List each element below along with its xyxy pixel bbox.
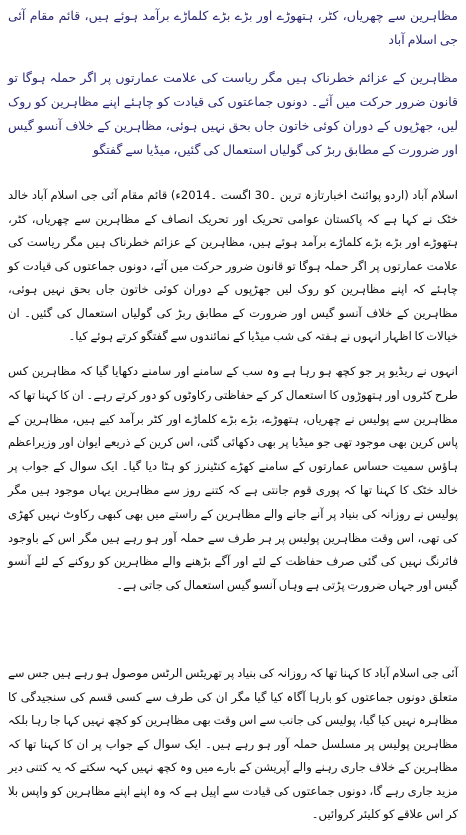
article-paragraph-1: اسلام آباد (اردو پوائنٹ اخبارتازہ ترین ۔30 اگست ۔2014ء) قائم مقام آئی جی اسلام آباد خالد خٹک نے کہا ہے کہ پاکستان عوامی تحریک اور تحریک انصاف کے مظاہرین سے چھریاں، کٹر، ہتھوڑے اور بڑے بڑے کلماڑے برآمد ہوئے ہیں، مظاہرین کے عزائم خطرناک ہیں مگر ریاست کی علامت عمارتوں پر اگر حملہ ہوگا تو قانون ضرور حرکت میں آئے، دونوں جماعتوں کی قیادت کو چاہئے کہ اپنے مظاہرین کو روک لیں جھڑپوں کے دوران کوئی خاتون جاں بحق نہیں ہوئی، مظاہرین کے خلاف آنسو گیس اور ضرورت کے مطابق ربڑ کی گولیاں استعمال کی گئیں۔ ان خیالات کا اظہار انہوں نے ہفتہ کی شب میڈیا کے نمائندوں سے گفتگو کرتے ہوئے کیا۔ xyxy=(8,188,458,343)
article-summary: مظاہرین کے عزائم خطرناک ہیں مگر ریاست کی علامت عمارتوں پر اگر حملہ ہوگا تو قانون ضرور حرکت میں آئے۔ دونوں جماعتوں کی قیادت کو چاہئے اپنے مظاہرین کو روک لیں، جھڑپوں کے دوران کوئی خاتون جاں بحق نہیں ہوئی، مظاہرین کے خلاف آنسو گیس اور ضرورت کے مطابق ربڑ کی گولیاں استعمال کی گئیں، میڈیا سے گفتگو xyxy=(8,70,458,157)
article-headline: مظاہرین سے چھریاں، کٹر، ہتھوڑے اور بڑے بڑے کلماڑے برآمد ہوئے ہیں، قائم مقام آئی جی اسلام آباد xyxy=(8,8,458,47)
article-paragraph-3: آئی جی اسلام آباد کا کہنا تھا کہ روزانہ کی بنیاد پر تھریٹس الرٹس موصول ہو رہے ہیں جس سے متعلق دونوں جماعتوں کو بارہا آگاہ کیا گیا مگر ان کی طرف سے کسی قسم کی سنجیدگی کا مظاہرہ نہیں کیا گیا، پولیس کی جانب سے اس وقت بھی مظاہرین کو کچھ نہیں کہا جا رہا بلکہ مظاہرین پولیس پر مسلسل حملہ آور ہو رہے ہیں۔ ایک سوال کے جواب پر ان کا کہنا تھا کہ مظاہرین کے خلاف جاری رہنے والے آپریشن کے بارے میں وہ کچھ نہیں کہہ سکتے کہ یہ کتنی دیر مزید جاری رہے گا، دونوں جماعتوں کی قیادت سے اپیل ہے کہ وہ اپنے اپنے مظاہرین کو واپس بلا کر اس علاقے کو کلیئر کروائیں۔ xyxy=(8,666,458,821)
article-paragraph-2: انہوں نے ریڈیو پر جو کچھ ہو رہا ہے وہ سب کے سامنے اور سامنے دکھایا گیا کہ مظاہرین کس طرح کٹروں اور ہتھوڑوں کا استعمال کر کے حفاظتی رکاوٹوں کو دور کرتے رہے۔ ان کا کہنا تھا کہ مظاہرین سے پولیس نے چھریاں، ہتھوڑے، بڑے بڑے کلماڑے اور کٹر برآمد کیے ہیں، مظاہرین کے پاس کرین بھی موجود تھی جو میڈیا پر بھی دکھائی گئی، اس کرین کے ذریعے ایوان اور وزیراعظم ہاؤس سمیت حساس عمارتوں کے سامنے کھڑے کنٹینرز کو ہٹا دیا گیا۔ ایک سوال کے جواب پر خالد خٹک کا کہنا تھا کہ پوری قوم جانتی ہے کہ کتنے روز سے مظاہرین یہاں موجود ہیں مگر پولیس نے روزانہ کی بنیاد پر آنے جانے والے مظاہرین کے راستے میں بھی کبھی رکاوٹ نہیں کھڑی کی تھی، اس وقت مظاہرین پولیس پر ہر طرف سے حملہ آور ہو رہے ہیں مگر اس کے باوجود فائرنگ نہیں کی گئی صرف حفاظت کے لئے اور آگے بڑھنے والے مظاہرین کو روکنے کے لئے آنسو گیس اور جہاں ضرورت پڑتی ہے وہاں آنسو گیس استعمال کی جاتی ہے۔ xyxy=(8,364,458,593)
